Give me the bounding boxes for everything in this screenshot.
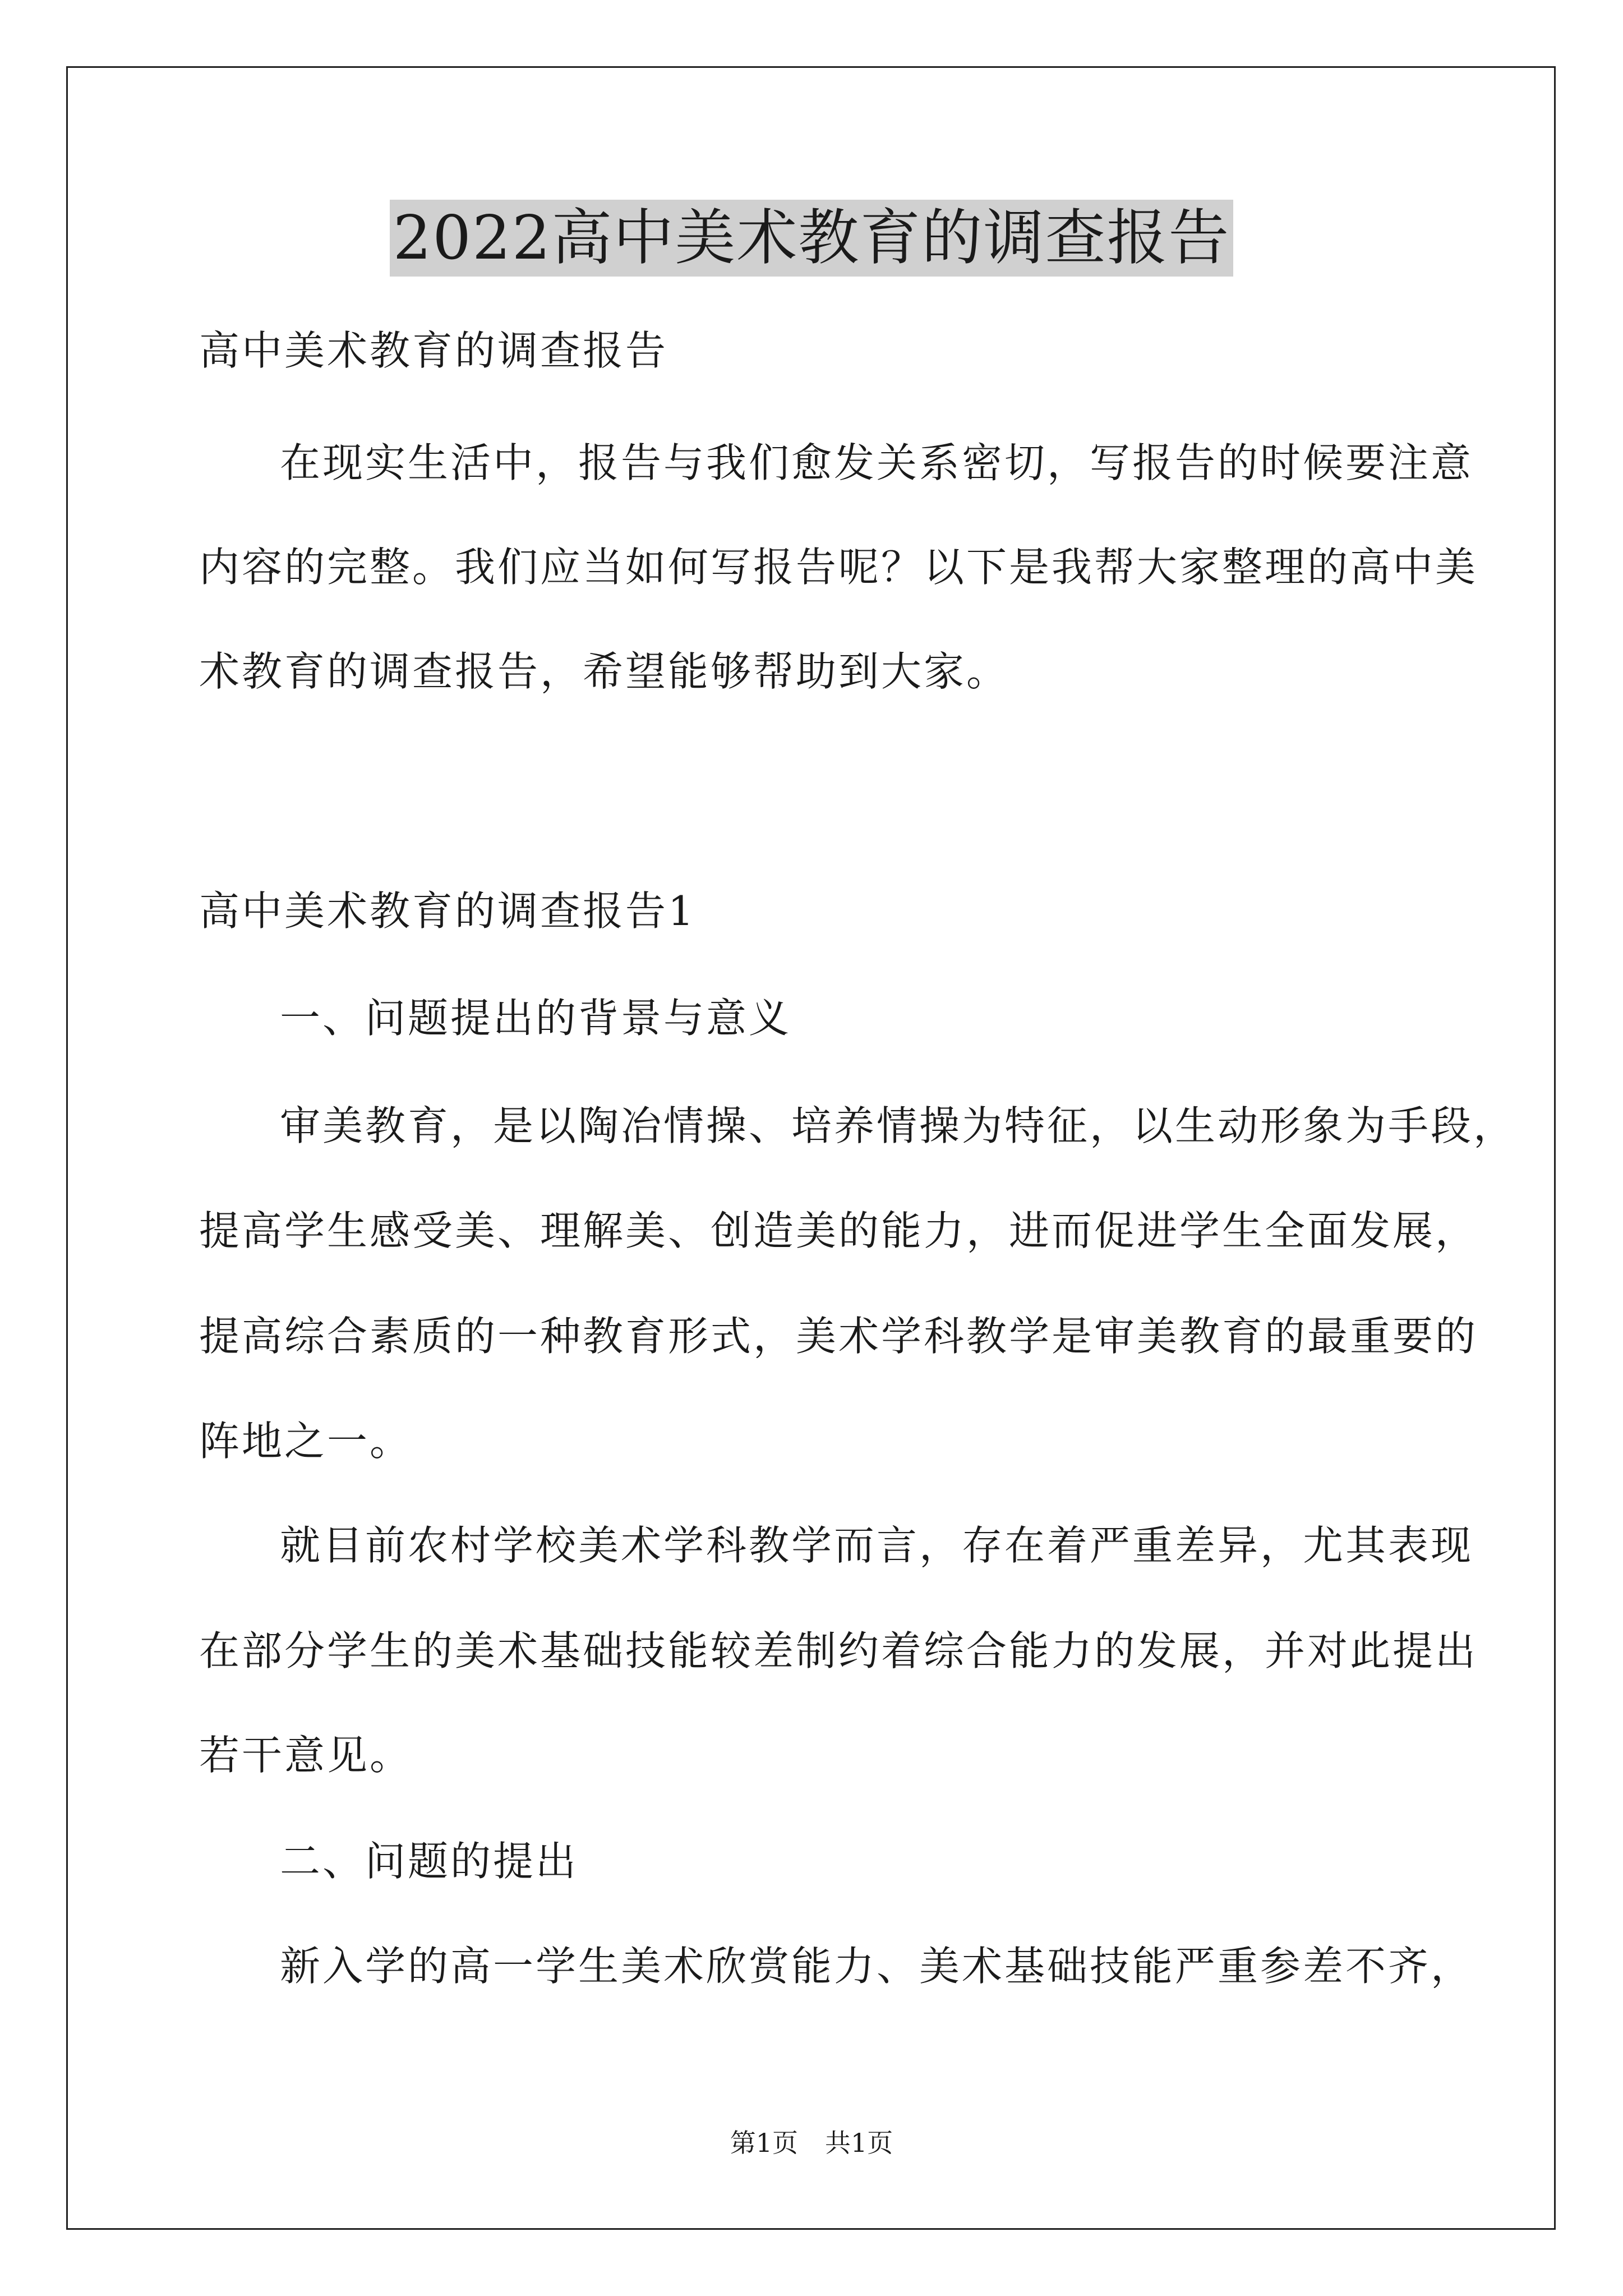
body-line-11: 在部分学生的美术基础技能较差制约着综合能力的发展，并对此提出 [199,1627,1478,1674]
body-line-subheading-1: 一、问题提出的背景与意义 [280,995,792,1042]
body-line-10: 就目前农村学校美术学科教学而言，存在着严重差异，尤其表现 [280,1522,1474,1569]
document-title [0,196,1623,280]
body-line-intro-heading: 高中美术教育的调查报告 [199,327,668,374]
body-line-14: 新入学的高一学生美术欣赏能力、美术基础技能严重参差不齐， [280,1943,1474,1990]
page-total: 共1页 [825,2128,893,2158]
body-line-2: 内容的完整。我们应当如何写报告呢？以下是我帮大家整理的高中美 [199,544,1478,591]
page-footer [0,2126,1623,2160]
body-line-1: 在现实生活中，报告与我们愈发关系密切，写报告的时候要注意 [280,439,1474,486]
body-line-7: 提高学生感受美、理解美、创造美的能力，进而促进学生全面发展， [199,1207,1478,1254]
body-line-subheading-2: 二、问题的提出 [280,1838,579,1885]
page-number: 第1页 [730,2128,798,2158]
body-line-8: 提高综合素质的一种教育形式，美术学科教学是审美教育的最重要的 [199,1313,1478,1360]
document-title-text: 2022高中美术教育的调查报告 [390,200,1234,277]
body-line-9: 阵地之一。 [199,1418,413,1465]
body-line-6: 审美教育，是以陶冶情操、培养情操为特征，以生动形象为手段， [280,1102,1516,1149]
body-line-3: 术教育的调查报告，希望能够帮助到大家。 [199,648,1009,695]
body-line-12: 若干意见。 [199,1732,413,1779]
body-line-section-heading: 高中美术教育的调查报告1 [199,887,696,935]
